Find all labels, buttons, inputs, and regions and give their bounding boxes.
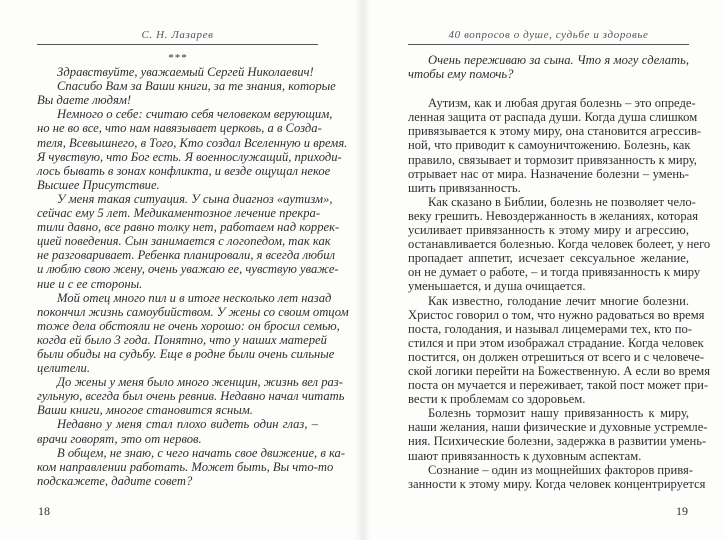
paragraph bbox=[408, 194, 711, 294]
paragraph bbox=[37, 375, 345, 418]
text-line: ния. Психические болезни, задержка в развитии умень- bbox=[408, 434, 707, 449]
paragraph bbox=[37, 191, 340, 291]
text-line: До жены у меня было много женщин, жизнь вел раз- bbox=[57, 375, 343, 390]
text-line: отрывает нас от мира. Назначение болезни – умень- bbox=[408, 166, 689, 181]
text-line: веку грешить. Невоздержанность в желаниях, которая bbox=[408, 208, 699, 223]
text-line: Я чувствую, что Бог есть. Я военнослужащий, приходи- bbox=[37, 149, 342, 164]
text-line: правило, связывает и тормозит привязанность к миру, bbox=[408, 152, 697, 167]
paragraph bbox=[408, 406, 708, 463]
text-line: врачи говорят, это от нервов. bbox=[37, 431, 202, 446]
text-line: ленная защита от распада души. Когда душа слишком bbox=[408, 110, 698, 125]
text-line: подскажете, дадите совет? bbox=[37, 473, 193, 488]
text-line: Как известно, голодание лечит многие болезни. bbox=[428, 293, 689, 308]
paragraph bbox=[408, 96, 702, 195]
text-line: Высшее Присутствие. bbox=[37, 177, 160, 192]
text-line: поста он мучается и переживает, такой пост может при- bbox=[408, 378, 709, 393]
paragraph bbox=[37, 417, 318, 445]
text-line: ской логики перейти на Божественную. А если во время bbox=[408, 363, 711, 378]
paragraph bbox=[408, 462, 706, 491]
text-line: Мой отец много пил и в итоге несколько лет назад bbox=[57, 290, 332, 305]
text-line: были обиды на судьбу. Еще в родне были очень сильные bbox=[37, 346, 335, 361]
right-page bbox=[408, 0, 711, 540]
text-line: наши желания, наши физические и духовные устремле- bbox=[408, 420, 708, 435]
paragraph bbox=[37, 65, 318, 79]
page-number: 18 bbox=[38, 504, 50, 518]
text-line: привязывается к этому миру, она становится агрессив- bbox=[408, 124, 702, 139]
text-line: и люблю свою жену, очень уважаю ее, чувствую уваже- bbox=[37, 262, 339, 277]
text-line: Ваши книги, многое становится ясным. bbox=[37, 403, 253, 418]
text-line: постится, он должен отрешиться от всего и с человече- bbox=[408, 349, 705, 364]
text-line: покончил жизнь самоубийством. У жены со своим отцом bbox=[37, 304, 349, 319]
text-line: Недавно у меня стал плохо видеть один глаз, – bbox=[57, 417, 318, 432]
text-line: но не во все, что нам навязывает церковь, а в Созда- bbox=[37, 121, 322, 136]
running-header-author: С. Н. Лазарев bbox=[141, 29, 214, 41]
text-line: тили давно, все равно толку нет, работаем над коррек- bbox=[37, 220, 340, 235]
section-separator: *** bbox=[167, 52, 188, 64]
text-line: стился и при этом изображал страдание. Когда человек bbox=[408, 335, 704, 350]
header-rule bbox=[408, 44, 689, 45]
text-line: занности к этому миру. Когда человек концентрируется bbox=[408, 476, 706, 491]
text-line: Вы даете людям! bbox=[37, 93, 132, 108]
text-line: Здравствуйте, уважаемый Сергей Николаевич! bbox=[57, 65, 314, 80]
answer-text bbox=[408, 53, 711, 491]
paragraph bbox=[37, 107, 348, 192]
text-line: ком направлении работать. Может быть, Вы что-то bbox=[37, 459, 334, 474]
paragraph bbox=[37, 290, 349, 376]
book-gutter bbox=[355, 0, 371, 540]
text-line: теля, Всевышнего, в Того, Кто создал Вселенную и время. bbox=[37, 135, 348, 150]
text-line: поста, голодания, и называл лицемерами тех, кто по- bbox=[408, 321, 692, 336]
text-line: Сознание – один из мощнейших факторов привя- bbox=[428, 462, 693, 477]
left-page bbox=[37, 0, 349, 540]
text-line: шить привязанность. bbox=[408, 180, 521, 195]
header-rule bbox=[37, 44, 318, 45]
text-line: усиливает привязанность к этому миру и агрессию, bbox=[408, 223, 689, 238]
question-paragraph bbox=[408, 53, 689, 81]
text-line: чтобы ему помочь? bbox=[408, 67, 514, 82]
paragraph bbox=[37, 79, 336, 108]
paragraph bbox=[408, 293, 711, 407]
text-line: ной, что приводит к самоуничтожению. Болезнь, как bbox=[408, 138, 691, 153]
text-line: не разговаривает. Ребенка планировали, я всегда любил bbox=[37, 248, 335, 263]
running-header-title: 40 вопросов о душе, судьбе и здоровье bbox=[448, 29, 649, 41]
text-line: Аутизм, как и любая другая болезнь – это опреде- bbox=[428, 96, 696, 111]
text-line: У меня такая ситуация. У сына диагноз «аутизм», bbox=[57, 191, 333, 206]
text-line: лось бывать в зонах конфликта, и везде ощущал некое bbox=[37, 163, 331, 178]
paragraph bbox=[37, 445, 346, 488]
text-line: Христос говорил о том, что нужно радоваться во время bbox=[408, 307, 705, 322]
text-line: уменьшается, и душа очищается. bbox=[408, 279, 586, 294]
text-line: целители. bbox=[37, 361, 90, 376]
text-line: гульную, всегда был очень ревнив. Недавно начал читать bbox=[37, 389, 345, 404]
text-line: В общем, не знаю, с чего начать свое движение, в ка- bbox=[57, 445, 346, 460]
page-number: 19 bbox=[676, 504, 688, 518]
text-line: Спасибо Вам за Ваши книги, за те знания, которые bbox=[57, 79, 336, 94]
text-line: Очень переживаю за сына. Что я могу сделать, bbox=[428, 53, 689, 67]
spacer bbox=[408, 81, 689, 96]
text-line: Как сказано в Библии, болезнь не позволяет чело- bbox=[428, 194, 696, 209]
text-line: сейчас ему 5 лет. Медикаментозное лечение прекра- bbox=[37, 206, 321, 221]
text-line: шают привязанность к духовным аспектам. bbox=[408, 448, 642, 463]
text-line: пропадает аппетит, исчезает сексуальное желание, bbox=[408, 251, 689, 266]
text-line: Болезнь тормозит нашу привязанность к миру, bbox=[428, 406, 689, 421]
text-line: вести к проблемам со здоровьем. bbox=[408, 392, 586, 407]
text-line: Немного о себе: считаю себя человеком верующим, bbox=[57, 107, 333, 122]
text-line: цией поведения. Сын занимается с логопедом, так как bbox=[37, 234, 331, 249]
text-line: останавливается болезнью. Когда человек болеет, у него bbox=[408, 237, 711, 252]
text-line: он не думает о работе, – и тогда привязанность к миру bbox=[408, 265, 701, 280]
text-line: когда ей было 3 года. Понятно, что у наших матерей bbox=[37, 332, 327, 347]
text-line: ние и с ее стороны. bbox=[37, 276, 143, 291]
letter-text bbox=[37, 51, 349, 488]
text-line: тоже дела обстояли не очень хорошо: он бросил семью, bbox=[37, 318, 340, 333]
